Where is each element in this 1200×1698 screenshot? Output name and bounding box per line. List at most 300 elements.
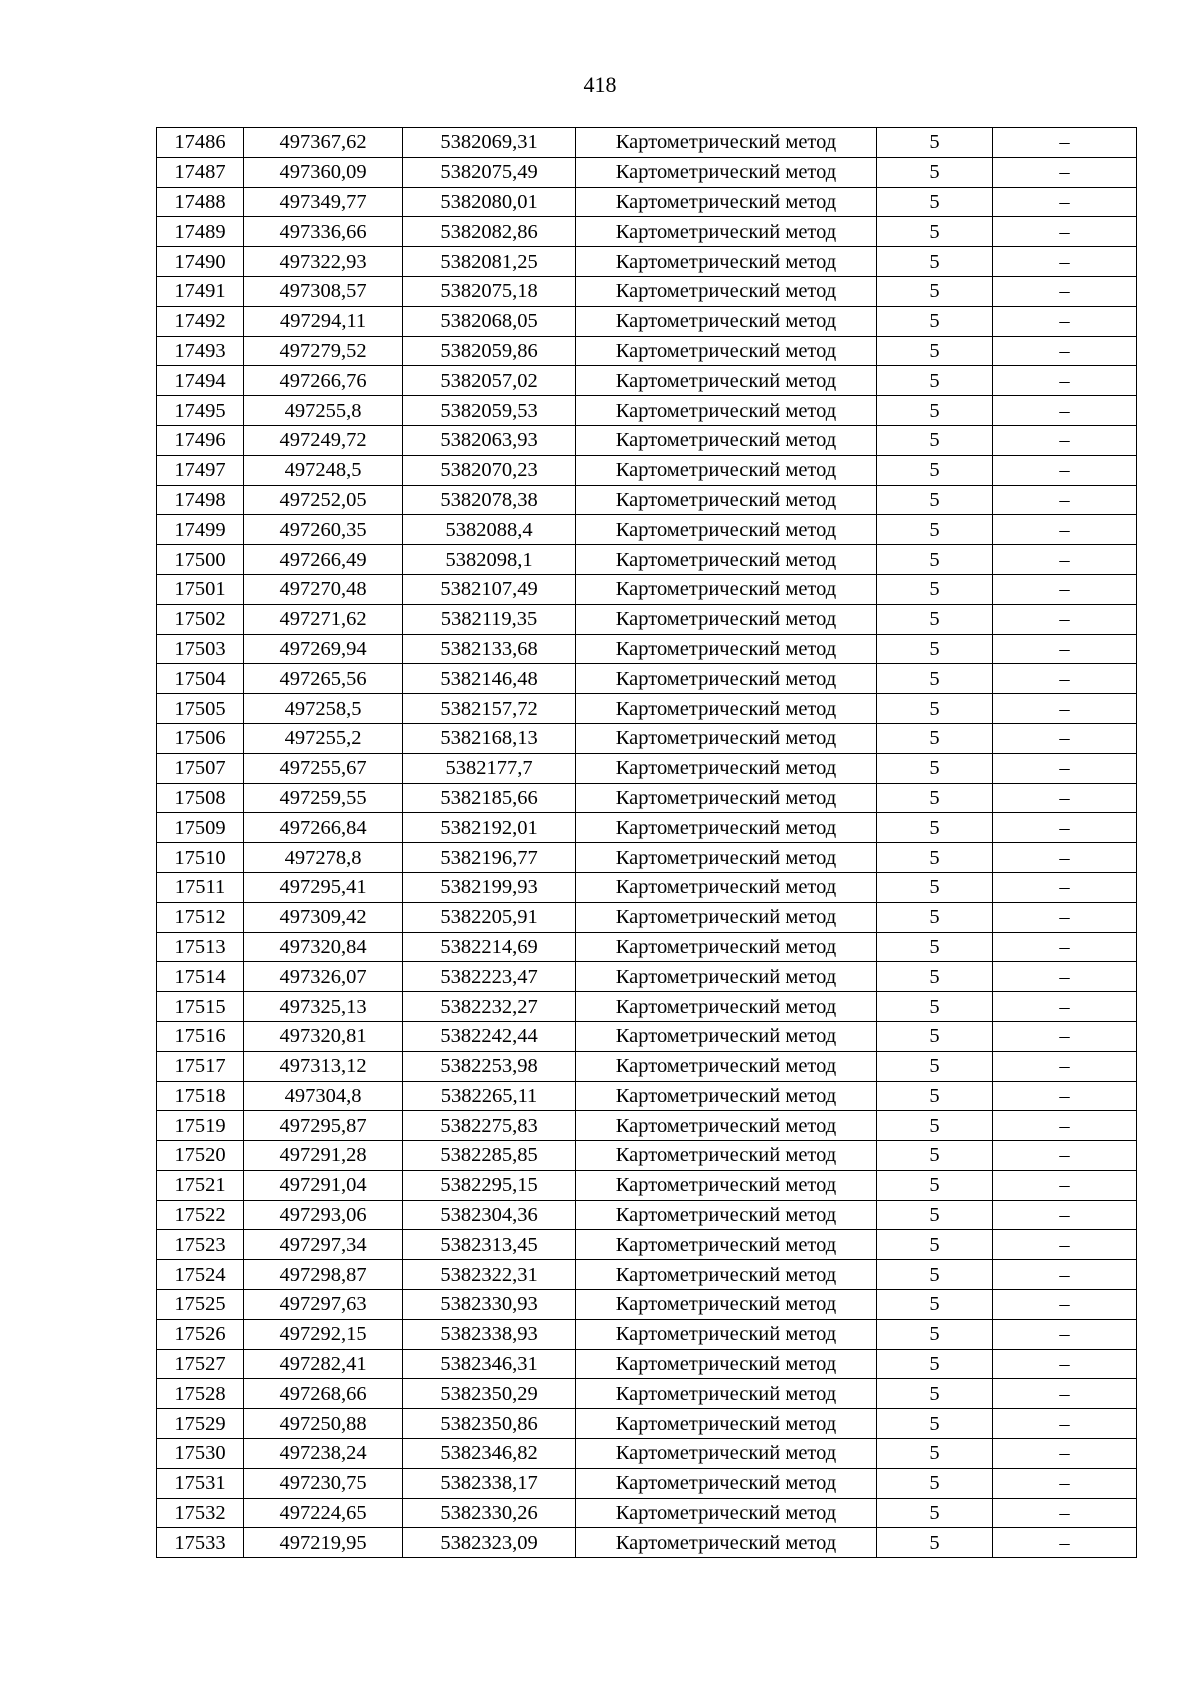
y-coordinate-cell: 5382192,01 [403, 813, 576, 843]
method-cell: Картометрический метод [576, 336, 877, 366]
method-cell: Картометрический метод [576, 1051, 877, 1081]
point-number-cell: 17525 [157, 1290, 244, 1320]
x-coordinate-cell: 497278,8 [244, 843, 403, 873]
description-cell: – [993, 664, 1137, 694]
method-cell: Картометрический метод [576, 1260, 877, 1290]
x-coordinate-cell: 497260,35 [244, 515, 403, 545]
description-cell: – [993, 694, 1137, 724]
x-coordinate-cell: 497238,24 [244, 1439, 403, 1469]
y-coordinate-cell: 5382157,72 [403, 694, 576, 724]
method-cell: Картометрический метод [576, 515, 877, 545]
precision-cell: 5 [877, 306, 993, 336]
description-cell: – [993, 723, 1137, 753]
y-coordinate-cell: 5382322,31 [403, 1260, 576, 1290]
table-row [157, 515, 1137, 545]
table-row [157, 1439, 1137, 1469]
y-coordinate-cell: 5382068,05 [403, 306, 576, 336]
table-row [157, 485, 1137, 515]
table-row [157, 1349, 1137, 1379]
table-row [157, 128, 1137, 158]
table-row [157, 992, 1137, 1022]
method-cell: Картометрический метод [576, 1081, 877, 1111]
table-row [157, 694, 1137, 724]
table-row [157, 813, 1137, 843]
y-coordinate-cell: 5382075,49 [403, 157, 576, 187]
x-coordinate-cell: 497367,62 [244, 128, 403, 158]
precision-cell: 5 [877, 604, 993, 634]
point-number-cell: 17505 [157, 694, 244, 724]
method-cell: Картометрический метод [576, 1200, 877, 1230]
precision-cell: 5 [877, 1200, 993, 1230]
point-number-cell: 17512 [157, 902, 244, 932]
precision-cell: 5 [877, 545, 993, 575]
x-coordinate-cell: 497255,8 [244, 396, 403, 426]
point-number-cell: 17528 [157, 1379, 244, 1409]
y-coordinate-cell: 5382330,26 [403, 1498, 576, 1528]
y-coordinate-cell: 5382133,68 [403, 634, 576, 664]
table-row [157, 1528, 1137, 1558]
precision-cell: 5 [877, 128, 993, 158]
precision-cell: 5 [877, 1170, 993, 1200]
precision-cell: 5 [877, 276, 993, 306]
method-cell: Картометрический метод [576, 1170, 877, 1200]
x-coordinate-cell: 497270,48 [244, 574, 403, 604]
precision-cell: 5 [877, 1021, 993, 1051]
point-number-cell: 17518 [157, 1081, 244, 1111]
x-coordinate-cell: 497219,95 [244, 1528, 403, 1558]
description-cell: – [993, 336, 1137, 366]
x-coordinate-cell: 497230,75 [244, 1468, 403, 1498]
table-row [157, 157, 1137, 187]
method-cell: Картометрический метод [576, 574, 877, 604]
x-coordinate-cell: 497252,05 [244, 485, 403, 515]
y-coordinate-cell: 5382350,29 [403, 1379, 576, 1409]
y-coordinate-cell: 5382242,44 [403, 1021, 576, 1051]
point-number-cell: 17514 [157, 962, 244, 992]
method-cell: Картометрический метод [576, 902, 877, 932]
x-coordinate-cell: 497265,56 [244, 664, 403, 694]
point-number-cell: 17532 [157, 1498, 244, 1528]
point-number-cell: 17524 [157, 1260, 244, 1290]
point-number-cell: 17516 [157, 1021, 244, 1051]
precision-cell: 5 [877, 1468, 993, 1498]
description-cell: – [993, 813, 1137, 843]
x-coordinate-cell: 497309,42 [244, 902, 403, 932]
precision-cell: 5 [877, 992, 993, 1022]
point-number-cell: 17519 [157, 1111, 244, 1141]
point-number-cell: 17500 [157, 545, 244, 575]
precision-cell: 5 [877, 157, 993, 187]
method-cell: Картометрический метод [576, 1290, 877, 1320]
precision-cell: 5 [877, 485, 993, 515]
point-number-cell: 17493 [157, 336, 244, 366]
table-row [157, 545, 1137, 575]
precision-cell: 5 [877, 723, 993, 753]
table-row [157, 1409, 1137, 1439]
description-cell: – [993, 574, 1137, 604]
point-number-cell: 17501 [157, 574, 244, 604]
method-cell: Картометрический метод [576, 694, 877, 724]
point-number-cell: 17513 [157, 932, 244, 962]
method-cell: Картометрический метод [576, 664, 877, 694]
precision-cell: 5 [877, 187, 993, 217]
y-coordinate-cell: 5382107,49 [403, 574, 576, 604]
y-coordinate-cell: 5382098,1 [403, 545, 576, 575]
description-cell: – [993, 396, 1137, 426]
method-cell: Картометрический метод [576, 962, 877, 992]
description-cell: – [993, 455, 1137, 485]
description-cell: – [993, 217, 1137, 247]
method-cell: Картометрический метод [576, 425, 877, 455]
point-number-cell: 17489 [157, 217, 244, 247]
description-cell: – [993, 932, 1137, 962]
precision-cell: 5 [877, 753, 993, 783]
precision-cell: 5 [877, 1498, 993, 1528]
precision-cell: 5 [877, 574, 993, 604]
description-cell: – [993, 128, 1137, 158]
y-coordinate-cell: 5382232,27 [403, 992, 576, 1022]
table-row [157, 604, 1137, 634]
table-row [157, 336, 1137, 366]
point-number-cell: 17529 [157, 1409, 244, 1439]
point-number-cell: 17521 [157, 1170, 244, 1200]
table-row [157, 247, 1137, 277]
precision-cell: 5 [877, 1349, 993, 1379]
precision-cell: 5 [877, 664, 993, 694]
method-cell: Картометрический метод [576, 545, 877, 575]
description-cell: – [993, 306, 1137, 336]
point-number-cell: 17511 [157, 872, 244, 902]
table-row [157, 664, 1137, 694]
coordinates-table-body [157, 128, 1137, 1558]
method-cell: Картометрический метод [576, 306, 877, 336]
method-cell: Картометрический метод [576, 1528, 877, 1558]
method-cell: Картометрический метод [576, 1230, 877, 1260]
description-cell: – [993, 187, 1137, 217]
point-number-cell: 17487 [157, 157, 244, 187]
precision-cell: 5 [877, 336, 993, 366]
method-cell: Картометрический метод [576, 783, 877, 813]
method-cell: Картометрический метод [576, 753, 877, 783]
table-row [157, 783, 1137, 813]
method-cell: Картометрический метод [576, 1439, 877, 1469]
y-coordinate-cell: 5382088,4 [403, 515, 576, 545]
x-coordinate-cell: 497248,5 [244, 455, 403, 485]
y-coordinate-cell: 5382196,77 [403, 843, 576, 873]
method-cell: Картометрический метод [576, 396, 877, 426]
description-cell: – [993, 992, 1137, 1022]
description-cell: – [993, 1290, 1137, 1320]
method-cell: Картометрический метод [576, 992, 877, 1022]
description-cell: – [993, 276, 1137, 306]
precision-cell: 5 [877, 843, 993, 873]
method-cell: Картометрический метод [576, 1111, 877, 1141]
y-coordinate-cell: 5382185,66 [403, 783, 576, 813]
x-coordinate-cell: 497259,55 [244, 783, 403, 813]
method-cell: Картометрический метод [576, 604, 877, 634]
x-coordinate-cell: 497295,41 [244, 872, 403, 902]
method-cell: Картометрический метод [576, 276, 877, 306]
point-number-cell: 17488 [157, 187, 244, 217]
method-cell: Картометрический метод [576, 157, 877, 187]
method-cell: Картометрический метод [576, 1468, 877, 1498]
point-number-cell: 17508 [157, 783, 244, 813]
y-coordinate-cell: 5382059,53 [403, 396, 576, 426]
y-coordinate-cell: 5382330,93 [403, 1290, 576, 1320]
y-coordinate-cell: 5382285,85 [403, 1141, 576, 1171]
x-coordinate-cell: 497326,07 [244, 962, 403, 992]
method-cell: Картометрический метод [576, 1021, 877, 1051]
description-cell: – [993, 1200, 1137, 1230]
method-cell: Картометрический метод [576, 813, 877, 843]
x-coordinate-cell: 497266,49 [244, 545, 403, 575]
x-coordinate-cell: 497322,93 [244, 247, 403, 277]
precision-cell: 5 [877, 1111, 993, 1141]
x-coordinate-cell: 497279,52 [244, 336, 403, 366]
x-coordinate-cell: 497250,88 [244, 1409, 403, 1439]
precision-cell: 5 [877, 902, 993, 932]
y-coordinate-cell: 5382082,86 [403, 217, 576, 247]
precision-cell: 5 [877, 813, 993, 843]
method-cell: Картометрический метод [576, 872, 877, 902]
description-cell: – [993, 1081, 1137, 1111]
table-row [157, 455, 1137, 485]
table-row [157, 1200, 1137, 1230]
x-coordinate-cell: 497293,06 [244, 1200, 403, 1230]
x-coordinate-cell: 497292,15 [244, 1319, 403, 1349]
precision-cell: 5 [877, 1260, 993, 1290]
x-coordinate-cell: 497291,28 [244, 1141, 403, 1171]
y-coordinate-cell: 5382346,82 [403, 1439, 576, 1469]
description-cell: – [993, 1349, 1137, 1379]
x-coordinate-cell: 497269,94 [244, 634, 403, 664]
method-cell: Картометрический метод [576, 1319, 877, 1349]
y-coordinate-cell: 5382146,48 [403, 664, 576, 694]
table-row [157, 1319, 1137, 1349]
x-coordinate-cell: 497291,04 [244, 1170, 403, 1200]
table-row [157, 843, 1137, 873]
x-coordinate-cell: 497308,57 [244, 276, 403, 306]
y-coordinate-cell: 5382304,36 [403, 1200, 576, 1230]
precision-cell: 5 [877, 1379, 993, 1409]
table-row [157, 1111, 1137, 1141]
method-cell: Картометрический метод [576, 1409, 877, 1439]
x-coordinate-cell: 497336,66 [244, 217, 403, 247]
description-cell: – [993, 1021, 1137, 1051]
y-coordinate-cell: 5382075,18 [403, 276, 576, 306]
table-row [157, 1081, 1137, 1111]
point-number-cell: 17504 [157, 664, 244, 694]
table-row [157, 396, 1137, 426]
x-coordinate-cell: 497295,87 [244, 1111, 403, 1141]
page-number: 418 [583, 72, 617, 97]
description-cell: – [993, 902, 1137, 932]
x-coordinate-cell: 497266,76 [244, 366, 403, 396]
method-cell: Картометрический метод [576, 366, 877, 396]
table-row [157, 1230, 1137, 1260]
point-number-cell: 17492 [157, 306, 244, 336]
precision-cell: 5 [877, 366, 993, 396]
x-coordinate-cell: 497268,66 [244, 1379, 403, 1409]
description-cell: – [993, 247, 1137, 277]
y-coordinate-cell: 5382338,17 [403, 1468, 576, 1498]
point-number-cell: 17523 [157, 1230, 244, 1260]
description-cell: – [993, 634, 1137, 664]
y-coordinate-cell: 5382338,93 [403, 1319, 576, 1349]
table-row [157, 723, 1137, 753]
x-coordinate-cell: 497320,84 [244, 932, 403, 962]
precision-cell: 5 [877, 396, 993, 426]
method-cell: Картометрический метод [576, 217, 877, 247]
y-coordinate-cell: 5382069,31 [403, 128, 576, 158]
x-coordinate-cell: 497325,13 [244, 992, 403, 1022]
precision-cell: 5 [877, 515, 993, 545]
description-cell: – [993, 1051, 1137, 1081]
point-number-cell: 17503 [157, 634, 244, 664]
point-number-cell: 17497 [157, 455, 244, 485]
table-row [157, 217, 1137, 247]
table-row [157, 872, 1137, 902]
x-coordinate-cell: 497320,81 [244, 1021, 403, 1051]
method-cell: Картометрический метод [576, 634, 877, 664]
precision-cell: 5 [877, 962, 993, 992]
y-coordinate-cell: 5382214,69 [403, 932, 576, 962]
description-cell: – [993, 1260, 1137, 1290]
x-coordinate-cell: 497298,87 [244, 1260, 403, 1290]
table-row [157, 1051, 1137, 1081]
description-cell: – [993, 1468, 1137, 1498]
description-cell: – [993, 753, 1137, 783]
precision-cell: 5 [877, 1230, 993, 1260]
method-cell: Картометрический метод [576, 187, 877, 217]
precision-cell: 5 [877, 1141, 993, 1171]
description-cell: – [993, 1528, 1137, 1558]
y-coordinate-cell: 5382275,83 [403, 1111, 576, 1141]
point-number-cell: 17531 [157, 1468, 244, 1498]
table-row [157, 1290, 1137, 1320]
description-cell: – [993, 604, 1137, 634]
x-coordinate-cell: 497297,34 [244, 1230, 403, 1260]
point-number-cell: 17499 [157, 515, 244, 545]
method-cell: Картометрический метод [576, 247, 877, 277]
y-coordinate-cell: 5382119,35 [403, 604, 576, 634]
y-coordinate-cell: 5382078,38 [403, 485, 576, 515]
precision-cell: 5 [877, 425, 993, 455]
description-cell: – [993, 1111, 1137, 1141]
x-coordinate-cell: 497360,09 [244, 157, 403, 187]
point-number-cell: 17490 [157, 247, 244, 277]
method-cell: Картометрический метод [576, 723, 877, 753]
description-cell: – [993, 962, 1137, 992]
y-coordinate-cell: 5382168,13 [403, 723, 576, 753]
description-cell: – [993, 783, 1137, 813]
method-cell: Картометрический метод [576, 1379, 877, 1409]
point-number-cell: 17520 [157, 1141, 244, 1171]
table-row [157, 932, 1137, 962]
x-coordinate-cell: 497224,65 [244, 1498, 403, 1528]
precision-cell: 5 [877, 1051, 993, 1081]
y-coordinate-cell: 5382081,25 [403, 247, 576, 277]
precision-cell: 5 [877, 694, 993, 724]
x-coordinate-cell: 497282,41 [244, 1349, 403, 1379]
y-coordinate-cell: 5382265,11 [403, 1081, 576, 1111]
y-coordinate-cell: 5382223,47 [403, 962, 576, 992]
description-cell: – [993, 1498, 1137, 1528]
precision-cell: 5 [877, 932, 993, 962]
x-coordinate-cell: 497271,62 [244, 604, 403, 634]
table-row [157, 574, 1137, 604]
method-cell: Картометрический метод [576, 128, 877, 158]
y-coordinate-cell: 5382350,86 [403, 1409, 576, 1439]
y-coordinate-cell: 5382346,31 [403, 1349, 576, 1379]
description-cell: – [993, 872, 1137, 902]
description-cell: – [993, 157, 1137, 187]
x-coordinate-cell: 497255,2 [244, 723, 403, 753]
table-row [157, 962, 1137, 992]
point-number-cell: 17491 [157, 276, 244, 306]
x-coordinate-cell: 497249,72 [244, 425, 403, 455]
precision-cell: 5 [877, 872, 993, 902]
table-row [157, 753, 1137, 783]
description-cell: – [993, 1439, 1137, 1469]
precision-cell: 5 [877, 1439, 993, 1469]
table-row [157, 1021, 1137, 1051]
description-cell: – [993, 1141, 1137, 1171]
x-coordinate-cell: 497313,12 [244, 1051, 403, 1081]
description-cell: – [993, 515, 1137, 545]
x-coordinate-cell: 497255,67 [244, 753, 403, 783]
precision-cell: 5 [877, 1290, 993, 1320]
method-cell: Картометрический метод [576, 1349, 877, 1379]
table-row [157, 187, 1137, 217]
method-cell: Картометрический метод [576, 1141, 877, 1171]
y-coordinate-cell: 5382177,7 [403, 753, 576, 783]
precision-cell: 5 [877, 1319, 993, 1349]
description-cell: – [993, 545, 1137, 575]
y-coordinate-cell: 5382295,15 [403, 1170, 576, 1200]
point-number-cell: 17507 [157, 753, 244, 783]
precision-cell: 5 [877, 217, 993, 247]
method-cell: Картометрический метод [576, 1498, 877, 1528]
description-cell: – [993, 843, 1137, 873]
precision-cell: 5 [877, 455, 993, 485]
precision-cell: 5 [877, 783, 993, 813]
table-row [157, 306, 1137, 336]
x-coordinate-cell: 497294,11 [244, 306, 403, 336]
method-cell: Картометрический метод [576, 485, 877, 515]
description-cell: – [993, 485, 1137, 515]
table-row [157, 425, 1137, 455]
y-coordinate-cell: 5382205,91 [403, 902, 576, 932]
point-number-cell: 17527 [157, 1349, 244, 1379]
point-number-cell: 17495 [157, 396, 244, 426]
description-cell: – [993, 1230, 1137, 1260]
point-number-cell: 17515 [157, 992, 244, 1022]
point-number-cell: 17530 [157, 1439, 244, 1469]
point-number-cell: 17506 [157, 723, 244, 753]
table-row [157, 1141, 1137, 1171]
precision-cell: 5 [877, 1528, 993, 1558]
precision-cell: 5 [877, 634, 993, 664]
description-cell: – [993, 1379, 1137, 1409]
y-coordinate-cell: 5382323,09 [403, 1528, 576, 1558]
table-row [157, 1170, 1137, 1200]
table-row [157, 634, 1137, 664]
x-coordinate-cell: 497266,84 [244, 813, 403, 843]
y-coordinate-cell: 5382057,02 [403, 366, 576, 396]
method-cell: Картометрический метод [576, 455, 877, 485]
description-cell: – [993, 1170, 1137, 1200]
